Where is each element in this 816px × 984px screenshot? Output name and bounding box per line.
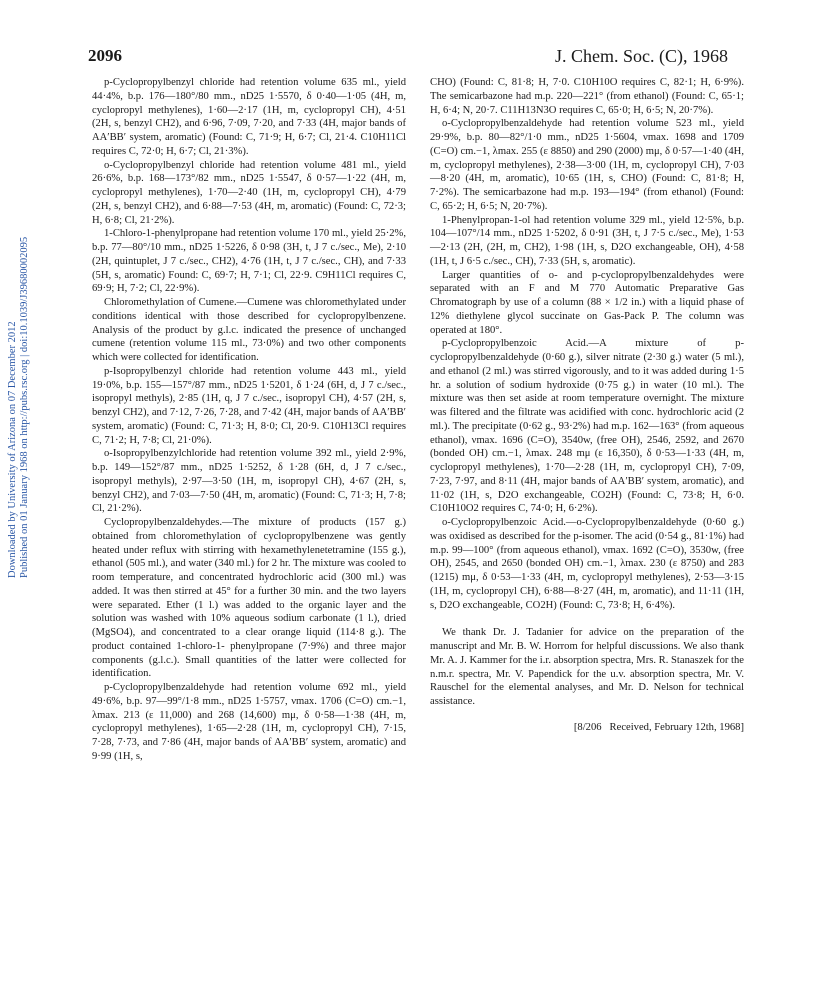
paragraph: p-Cyclopropylbenzoic Acid.—A mixture of p-cyclopropylbenzaldehyde (0·60 g.), silver nitrate (2·30 g.) water (5 ml.), and ethanol (2 ml.) was stirred vigorously, and to it was added during 1·5 hr. a solution of sodium hydroxide (0·75 g.) in water (10 ml.). The mixture was then set aside at room temperature overnight. The mixture was filtered and the filtrate was acidified with conc. hydrochloric acid (2 ml.). The precipitate (0·62 g., 93·2%) had m.p. 162—163° (from aqueous ethanol), νmax. 1696 (C=O), 3540w, (free OH), 2546, 2592, and 2670 (bonded OH) cm.−1, λmax. 248 mμ (ε 16,350), δ 0·53—1·33 (4H, m, cyclopropyl methylenes), 1·70—2·28 (1H, m, cyclopropyl CH), 7·09, 7·23, 7·97, and 8·11 (4H, major bands of AA′BB′ system, aromatic), and 11·02 (1H, s, D2O exchangeable, CO2H) (Found: C, 73·8; H, 6·0. C10H10O2 requires C, 74·0; H, 6·2%). (430, 338, 744, 515)
paragraph: o-Isopropylbenzylchloride had retention volume 392 ml., yield 2·9%, b.p. 149—152°/87 mm., nD25 1·5252, δ 1·28 (6H, d, J 7 c./sec., isopropyl methyls), 2·97—3·50 (1H, m, isopropyl CH), 4·67 (2H, s, benzyl CH2), and 7·03—7·50 (4H, m, aromatic) (Found: C, 71·3; H, 7·8; Cl, 21·2%). (92, 448, 406, 515)
paragraph: Chloromethylation of Cumene.—Cumene was chloromethylated under conditions identical with those described for cyclopropylbenzene. Analysis of the product by g.l.c. indicated the presence of unchanged cumene (retention volume 115 ml., 73·0%) and two other components which were collected for identification. (92, 297, 406, 363)
paragraph: o-Cyclopropylbenzoic Acid.—o-Cyclopropylbenzaldehyde (0·60 g.) was oxidised as described for the p-isomer. The acid (0·54 g., 81·1%) had m.p. 99—100° (from aqueous ethanol), νmax. 1692 (C=O), 3530w, (free OH), 2545, and 2650 (bonded OH) cm.−1, λmax. 230 (ε 8750) and 283 (1215) mμ, δ 0·53—1·33 (4H, m, cyclopropyl methylenes), 2·53—3·15 (1H, m, cyclopropyl CH), 6·88—8·27 (4H, m, aromatic), and 11·11 (1H, s, D2O exchangeable, CO2H) (Found: C, 73·8; H, 6·4%). (430, 517, 744, 611)
acknowledgement: We thank Dr. J. Tadanier for advice on the preparation of the manuscript and Mr. B. W. Horrom for helpful discussions. We also thank Mr. A. J. Kammer for the i.r. absorption spectra, Mrs. R. Stanaszek for the n.m.r. spectra, Mr. V. Papendick for the u.v. absorption spectra, Mr. V. Rauschel for the elemental analyses, and Mr. D. Nelson for technical assistance. (430, 627, 744, 707)
paragraph: o-Cyclopropylbenzyl chloride had retention volume 481 ml., yield 26·6%, b.p. 168—173°/82 mm., nD25 1·5547, δ 0·57—1·22 (4H, m, cyclopropyl methylenes), 1·70—2·40 (1H, m, cyclopropyl CH), 4·79 (2H, s, benzyl CH2), and 6·88—7·53 (4H, m, aromatic) (Found: C, 72·3; H, 6·8; Cl, 21·2%). (92, 159, 406, 226)
paragraph: 1-Phenylpropan-1-ol had retention volume 329 ml., yield 12·5%, b.p. 104—107°/14 mm., nD25 1·5202, δ 0·91 (3H, t, J 7·5 c./sec., Me), 1·53—2·13 (2H, (2H, m, CH2), 1·98 (1H, s, D2O exchangeable, OH), 4·58 (1H, t, J 6·5 c./sec., CH), 7·33 (5H, s, aromatic). (430, 214, 744, 267)
manuscript-code: [8/206 (573, 721, 602, 733)
download-watermark (0, 0, 30, 984)
paragraph: p-Cyclopropylbenzaldehyde had retention volume 692 ml., yield 49·6%, b.p. 97—99°/1·8 mm., nD25 1·5757, νmax. 1706 (C=O) cm.−1, λmax. 213 (ε 11,000) and 268 (14,600) mμ, δ 0·58—1·38 (4H, m, cyclopropyl methylenes), 1·65—2·28 (1H, m, cyclopropyl CH), 7·15, 7·28, 7·73, and 7·86 (4H, major bands of AA′BB′ system, aromatic) and 9·99 (1H, s, (92, 682, 406, 762)
right-column (430, 76, 744, 735)
paragraph: p-Isopropylbenzyl chloride had retention volume 443 ml., yield 19·0%, b.p. 155—157°/87 mm., nD25 1·5201, δ 1·24 (6H, d, J 7 c./sec., isopropyl methyls), 2·85 (1H, q, J 7 c./sec., isopropyl CH), 4·57 (2H, s, benzyl CH2), and 7·12, 7·26, 7·28, and 7·42 (4H, major bands of AA′BB′ system, aromatic) (Found: C, 71·3; H, 8·0; Cl, 20·9. C10H13Cl requires C, 71·2; H, 7·8; Cl, 21·0%). (92, 365, 406, 446)
watermark-download-line[interactable]: Downloaded by University of Arizona on 07 December 2012 (7, 321, 18, 578)
paragraph: 1-Chloro-1-phenylpropane had retention volume 170 ml., yield 25·2%, b.p. 77—80°/10 mm., nD25 1·5226, δ 0·98 (3H, t, J 7 c./sec., Me), 2·10 (2H, quintuplet, J 7 c./sec., CH2), 4·76 (1H, t, J 7 c./sec., CH), and 7·33 (5H, s, aromatic) Found: C, 69·7; H, 7·1; Cl, 22·9. C9H11Cl requires C, 69·9; H, 7·2; Cl, 22·9%). (92, 228, 406, 295)
left-column (92, 76, 406, 764)
page-header (88, 46, 728, 72)
watermark-doi-line[interactable]: Published on 01 January 1968 on http://pubs.rsc.org | doi:10.1039/J39680002095 (19, 236, 30, 578)
paragraph: Larger quantities of o- and p-cyclopropylbenzaldehydes were separated with an F and M 770 Automatic Preparative Gas Chromatograph by use of a column (88 × 1/2 in.) with a liquid phase of 12% diethylene glycol succinate on Gas-Pack P. The column was operated at 180°. (430, 269, 744, 336)
received-date: Received, February 12th, 1968] (609, 721, 744, 733)
paragraph: p-Cyclopropylbenzyl chloride had retention volume 635 ml., yield 44·4%, b.p. 176—180°/80 mm., nD25 1·5570, δ 0·40—1·05 (4H, m, cyclopropyl methylenes), 1·60—2·17 (1H, m, cyclopropyl CH), 4·51 (2H, s, benzyl CH2), and 6·96, 7·09, 7·20, and 7·33 (4H, major bands of AA′BB′ system, aromatic) (Found: C, 71·9; H, 6·7; Cl, 21·4. C10H11Cl requires C, 72·0; H, 6·7; Cl, 21·3%). (92, 77, 406, 157)
page-number: 2096 (88, 46, 122, 65)
journal-reference: J. Chem. Soc. (C), 1968 (555, 46, 728, 66)
paragraph: o-Cyclopropylbenzaldehyde had retention volume 523 ml., yield 29·9%, b.p. 80—82°/1·0 mm., nD25 1·5604, νmax. 1698 and 1709 (C=O) cm.−1, λmax. 255 (ε 8850) and 290 (2000) mμ, δ 0·57—1·40 (4H, m, cyclopropyl methylenes), 2·38—3·00 (1H, m, cyclopropyl CH), 7·03—8·20 (4H, m, aromatic), 10·65 (1H, s, CHO) (Found: C, 81·8; H, 7·2%). The semicarbazone had m.p. 193—194° (from ethanol) (Found: C, 65·2; H, 6·5; N, 20·7%). (430, 118, 744, 212)
paragraph: CHO) (Found: C, 81·8; H, 7·0. C10H10O requires C, 82·1; H, 6·9%). The semicarbazone had m.p. 220—221° (from ethanol) (Found: C, 65·1; H, 6·4; N, 20·7. C11H13N3O requires C, 65·0; H, 6·5; N, 20·7%). (430, 77, 744, 116)
received-line (430, 721, 744, 735)
paragraph: Cyclopropylbenzaldehydes.—The mixture of products (157 g.) obtained from chloromethylation of cyclopropylbenzene was gently heated under reflux with stirring with hexamethylenetetramine (155 g.), ethanol (505 ml.), and water (340 ml.) for 2 hr. The mixture was cooled to room temperature, and concentrated hydrochloric acid (300 ml.) was added. It was then stirred at 45° for a further 30 min. and the two layers were separated. Ether (1 l.) was added to the organic layer and the solution was washed with 10% aqueous sodium carbonate (1 l.), dried (MgSO4), and concentrated to a clear orange liquid (114·8 g.). The product contained 1-chloro-1- phenylpropane (7·9%) and three major components (g.l.c.). Small quantities of the latter were collected for identification. (92, 517, 407, 680)
